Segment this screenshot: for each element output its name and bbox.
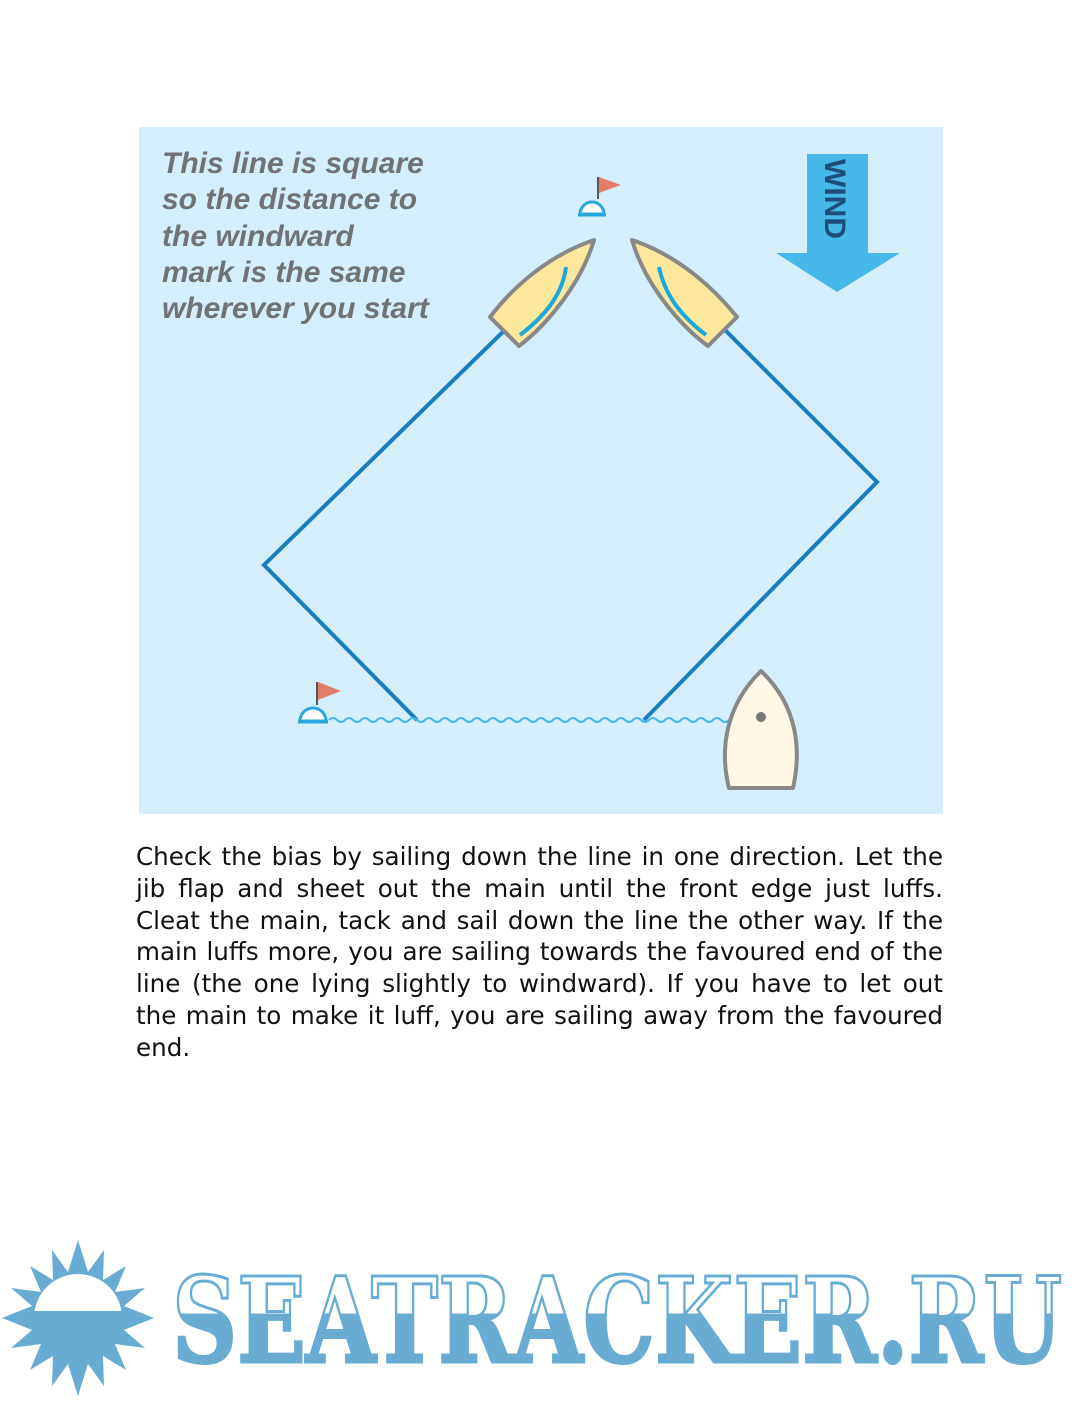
caption-line: so the distance to [162,183,418,216]
caption-line: mark is the same [162,256,406,289]
wind-label: WIND [818,159,851,239]
watermark-text: SEATRACKER.RU [172,1251,1062,1390]
seatracker-watermark [0,1236,1080,1397]
caption-line: This line is square [162,147,424,180]
start-line-diagram [139,127,943,814]
sun-icon [2,1240,154,1396]
caption-line: the windward [162,220,354,253]
body-paragraph: Check the bias by sailing down the line in one direction. Let the jib flap and sheet out the main until the front edge just luffs. Cleat the main, tack and sail down the line the other way. If the main luffs more, you are sailing towards the favoured end of the line (the one lying slightly to windward). If you have to let out the main to make it luff, you are sailing away from the favoured end. [136,842,943,1062]
caption-line: wherever you start [162,292,429,325]
